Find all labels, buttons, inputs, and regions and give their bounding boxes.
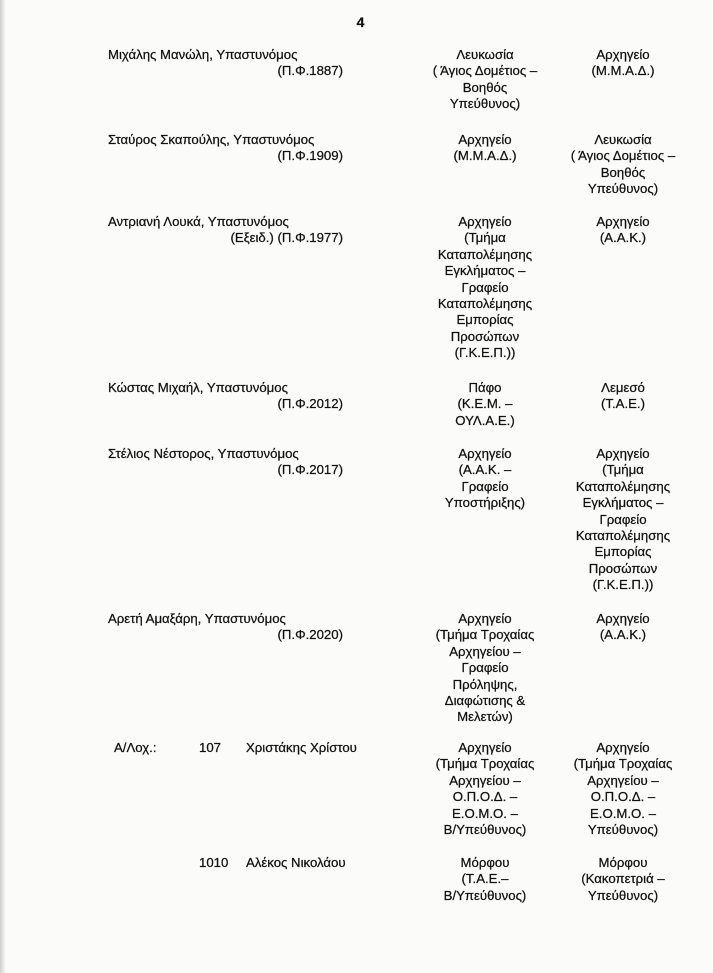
transfer-to-line: Αρχηγείο [596,611,650,626]
transfer-from-line: Β/Υπεύθυνος) [443,822,527,838]
transfer-to-line: Καταπολέμησης [575,478,671,494]
officer-name-block [108,380,343,413]
transfer-from-line: Προσώπων [450,328,520,344]
transfer-from [410,611,560,726]
transfer-to [548,611,698,644]
transfer-to-line: Εγκλήματος – [582,495,664,511]
officer-name-block [108,132,343,165]
transfer-from-line: Γραφείο [461,660,509,676]
transfer-from-line: Μελετών) [457,709,513,725]
transfer-to-line: (Γ.Κ.Ε.Π.)) [592,577,654,593]
transfer-to [548,740,698,838]
rank-label: Α/Λοχ.: [114,740,157,755]
transfer-to-line: Εμπορίας [594,544,652,560]
staff-number: 1010 [199,855,229,870]
transfer-to-line: (Τμήμα Τροχαίας [573,756,673,772]
officer-id: (Εξειδ.) (Π.Φ.1977) [230,230,343,246]
transfer-to-line: Αρχηγείου – [587,772,659,788]
transfer-from-line: (Τμήμα Τροχαίας [435,756,535,772]
transfer-to-line: Προσώπων [588,560,658,576]
transfer-to [548,380,698,413]
transfer-to [548,855,698,904]
transfer-from-line: Αρχηγείου – [449,772,521,788]
transfer-to-line: (Α.Α.Κ.) [599,627,647,643]
transfer-from-line: Καταπολέμησης [437,296,533,312]
transfer-from-line: Β/Υπεύθυνος) [443,887,527,903]
transfer-to-line: Υπεύθυνος) [587,181,659,197]
transfer-to [548,47,698,80]
officer-name: Αντριανή Λουκά, Υπαστυνόμος [108,214,289,229]
officer-id: (Π.Φ.2012) [277,396,343,412]
transfer-from-line: (Τμήμα [464,230,506,246]
staff-number: 107 [199,740,222,755]
transfer-from [410,740,560,838]
transfer-from-line: (Κ.Ε.Μ. – [457,396,513,412]
transfer-from-line: Ο.Π.Ο.Δ. – [452,789,518,805]
transfer-to-line: (Τ.Α.Ε.) [601,396,645,412]
transfer-to [548,214,698,247]
transfer-to-line: Λευκωσία [594,132,652,147]
transfer-from-line: Καταπολέμησης [437,246,533,262]
transfer-from-line: Αρχηγείο [458,214,512,229]
page-number: 4 [356,14,365,30]
transfer-to-line: Λεμεσό [601,380,645,395]
transfer-to-line: Αρχηγείο [596,47,650,62]
transfer-to-line: Υπεύθυνος) [587,887,659,903]
transfer-to-line: (Α.Α.Κ.) [599,230,647,246]
officer-id: (Π.Φ.1909) [277,148,343,164]
transfer-from-line: ( Άγιος Δομέτιος – [432,63,538,79]
transfer-from [410,214,560,362]
transfer-from-line: (Γ.Κ.Ε.Π.)) [454,345,516,361]
transfer-from-line: Αρχηγείο [458,740,512,755]
transfer-to-line: Αρχηγείο [596,446,650,461]
transfer-from-line: (Α.Α.Κ. – [458,462,512,478]
officer-name: Μιχάλης Μανώλη, Υπαστυνόμος [108,47,298,62]
transfer-to-line: (Τμήμα [602,462,644,478]
transfer-to-line: (Μ.Μ.Α.Δ.) [591,63,655,79]
transfer-from [410,380,560,429]
transfer-from [410,132,560,165]
transfer-from-line: Υποστήριξης) [444,495,526,511]
transfer-to-line: Βοηθός [600,164,646,180]
transfer-to-line: Αρχηγείο [596,214,650,229]
transfer-from-line: Γραφείο [461,478,509,494]
transfer-to-line: Καταπολέμησης [575,528,671,544]
officer-name-block [108,611,343,644]
transfer-from-line: Διαφώτισης & [444,693,526,709]
transfer-from-line: ΟΥΛ.Α.Ε.) [455,412,515,428]
transfer-from-line: Ε.Ο.Μ.Ο. – [452,805,518,821]
transfer-to-line: Αρχηγείο [596,740,650,755]
transfer-from-line: Αρχηγείο [458,446,512,461]
transfer-to-line: (Κακοπετριά – [581,871,665,887]
transfer-to-line: Μόρφου [598,855,648,870]
transfer-from-line: Εμπορίας [456,312,514,328]
transfer-from-line: Αρχηγείο [458,132,512,147]
staff-name: Χριστάκης Χρίστου [246,740,357,755]
transfer-from-line: Αρχηγείο [458,611,512,626]
transfer-to-line: Υπεύθυνος) [587,822,659,838]
transfer-to [548,446,698,594]
staff-name: Αλέκος Νικολάου [246,855,346,870]
transfer-from-line: Πάφο [468,380,502,395]
officer-name-block [108,446,343,479]
transfer-from-line: (Τ.Α.Ε.– [461,871,509,887]
officer-name-block [108,214,343,247]
transfer-to [548,132,698,198]
transfer-to-line: ( Άγιος Δομέτιος – [570,148,676,164]
officer-id: (Π.Φ.1887) [277,63,343,79]
officer-name: Κώστας Μιχαήλ, Υπαστυνόμος [108,380,288,395]
transfer-from-line: Εγκλήματος – [444,263,526,279]
transfer-from-line: Λευκωσία [456,47,514,62]
transfer-from-line: Βοηθός [462,79,508,95]
officer-id: (Π.Φ.2017) [277,462,343,478]
officer-name: Στέλιος Νέστορος, Υπαστυνόμος [108,446,299,461]
officer-name: Σταύρος Σκαπούλης, Υπαστυνόμος [108,132,315,147]
transfer-from-line: Υπεύθυνος) [449,96,521,112]
officer-name-block [108,47,343,80]
transfer-from-line: Αρχηγείου – [449,643,521,659]
transfer-from-line: (Μ.Μ.Α.Δ.) [453,148,517,164]
transfer-from [410,855,560,904]
officer-name: Αρετή Αμαξάρη, Υπαστυνόμος [108,611,286,626]
transfer-to-line: Ε.Ο.Μ.Ο. – [590,805,656,821]
transfer-from [410,47,560,113]
transfer-to-line: Γραφείο [599,511,647,527]
transfer-from-line: Πρόληψης, [452,676,518,692]
transfer-from-line: Μόρφου [460,855,510,870]
transfer-from-line: Γραφείο [461,279,509,295]
officer-id: (Π.Φ.2020) [277,627,343,643]
page-edge-shadow [0,0,5,973]
transfer-to-line: Ο.Π.Ο.Δ. – [590,789,656,805]
transfer-from-line: (Τμήμα Τροχαίας [435,627,535,643]
transfer-from [410,446,560,512]
